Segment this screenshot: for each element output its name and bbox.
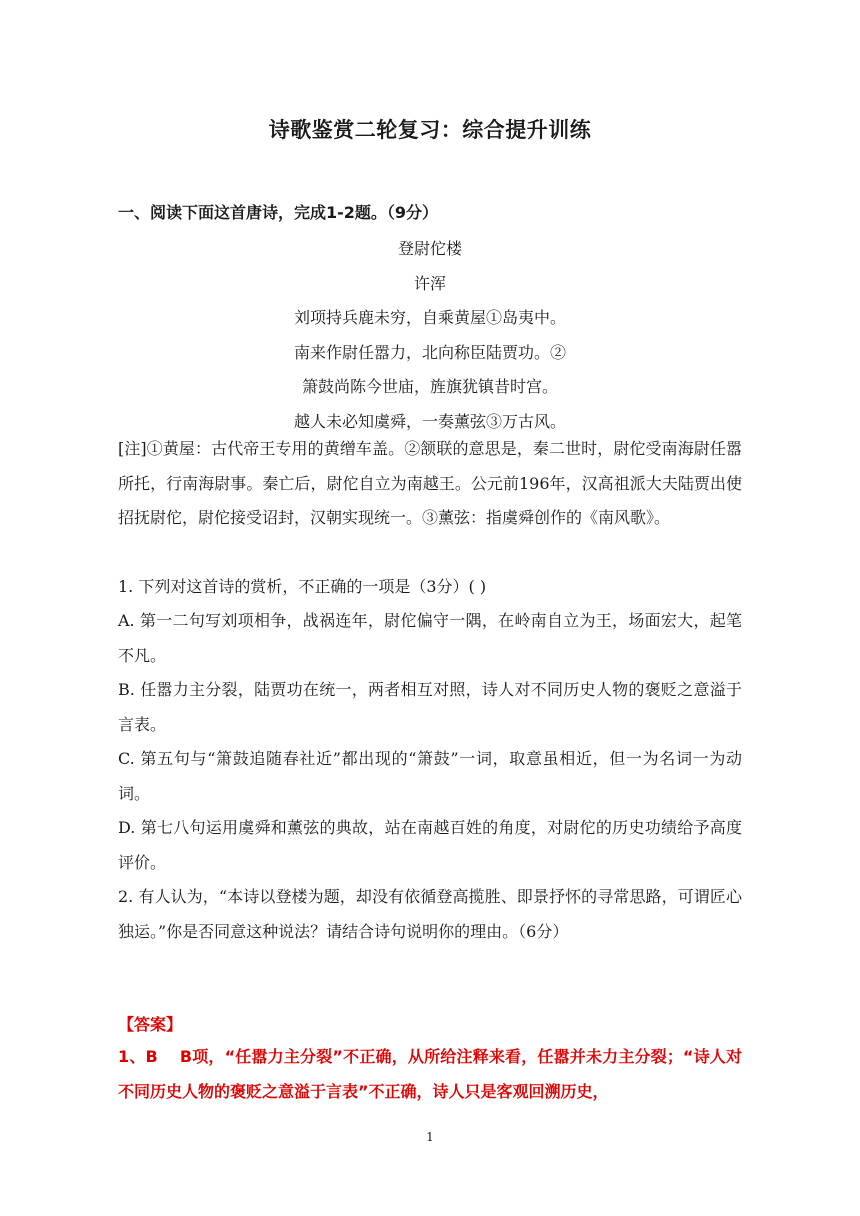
poem-line: 刘项持兵鹿未穷，自乘黄屋①岛夷中。 — [293, 308, 566, 327]
poem-line: 南来作尉任嚣力，北向称臣陆贾功。② — [293, 343, 566, 362]
poem-author: 许浑 — [413, 274, 446, 293]
poem-line: 越人未必知虞舜，一奏薰弦③万古风。 — [293, 412, 566, 431]
question-1-option-c: C. 第五句与“箫鼓追随春社近”都出现的“箫鼓”一词，取意虽相近，但一为名词一为动词。 — [118, 749, 742, 803]
question-1-option-b: B. 任嚣力主分裂，陆贾功在统一，两者相互对照，诗人对不同历史人物的褒贬之意溢于言表。 — [118, 680, 742, 734]
poem-title: 登尉佗楼 — [397, 239, 462, 258]
question-1-option-d: D. 第七八句运用虞舜和薰弦的典故，站在南越百姓的角度，对尉佗的历史功绩给予高度评价。 — [118, 818, 742, 872]
page-number: 1 — [426, 1130, 434, 1144]
question-1-stem: 1. 下列对这首诗的赏析，不正确的一项是（3分）( ) — [118, 577, 487, 596]
section-heading: 一、阅读下面这首唐诗，完成1-2题。（9分） — [118, 203, 439, 222]
answer-heading: 【答案】 — [118, 1015, 183, 1034]
poem-note: [注]①黄屋：古代帝王专用的黄缯车盖。②颔联的意思是，秦二世时，尉佗受南海尉任嚣所托，行南海尉事。秦亡后，尉佗自立为南越王。公元前196年，汉高祖派大夫陆贾出使招抚尉佗，尉佗接受诏封，汉朝实现统一。③薰弦：指虞舜创作的《南风歌》。 — [118, 439, 742, 527]
answer-text: 1、B B项，“任嚣力主分裂”不正确，从所给注释来看，任嚣并未力主分裂；“诗人对不同历史人物的褒贬之意溢于言表”不正确，诗人只是客观回溯历史， — [118, 1047, 742, 1101]
question-1-option-a: A. 第一二句写刘项相争，战祸连年，尉佗偏守一隅，在岭南自立为王，场面宏大，起笔不凡。 — [118, 611, 742, 665]
poem-line: 箫鼓尚陈今世庙，旌旗犹镇昔时宫。 — [301, 377, 558, 396]
document-title: 诗歌鉴赏二轮复习：综合提升训练 — [268, 118, 592, 142]
question-2: 2. 有人认为，“本诗以登楼为题，却没有依循登高揽胜、即景抒怀的寻常思路，可谓匠心独运。”你是否同意这种说法？请结合诗句说明你的理由。（6分） — [118, 887, 742, 941]
